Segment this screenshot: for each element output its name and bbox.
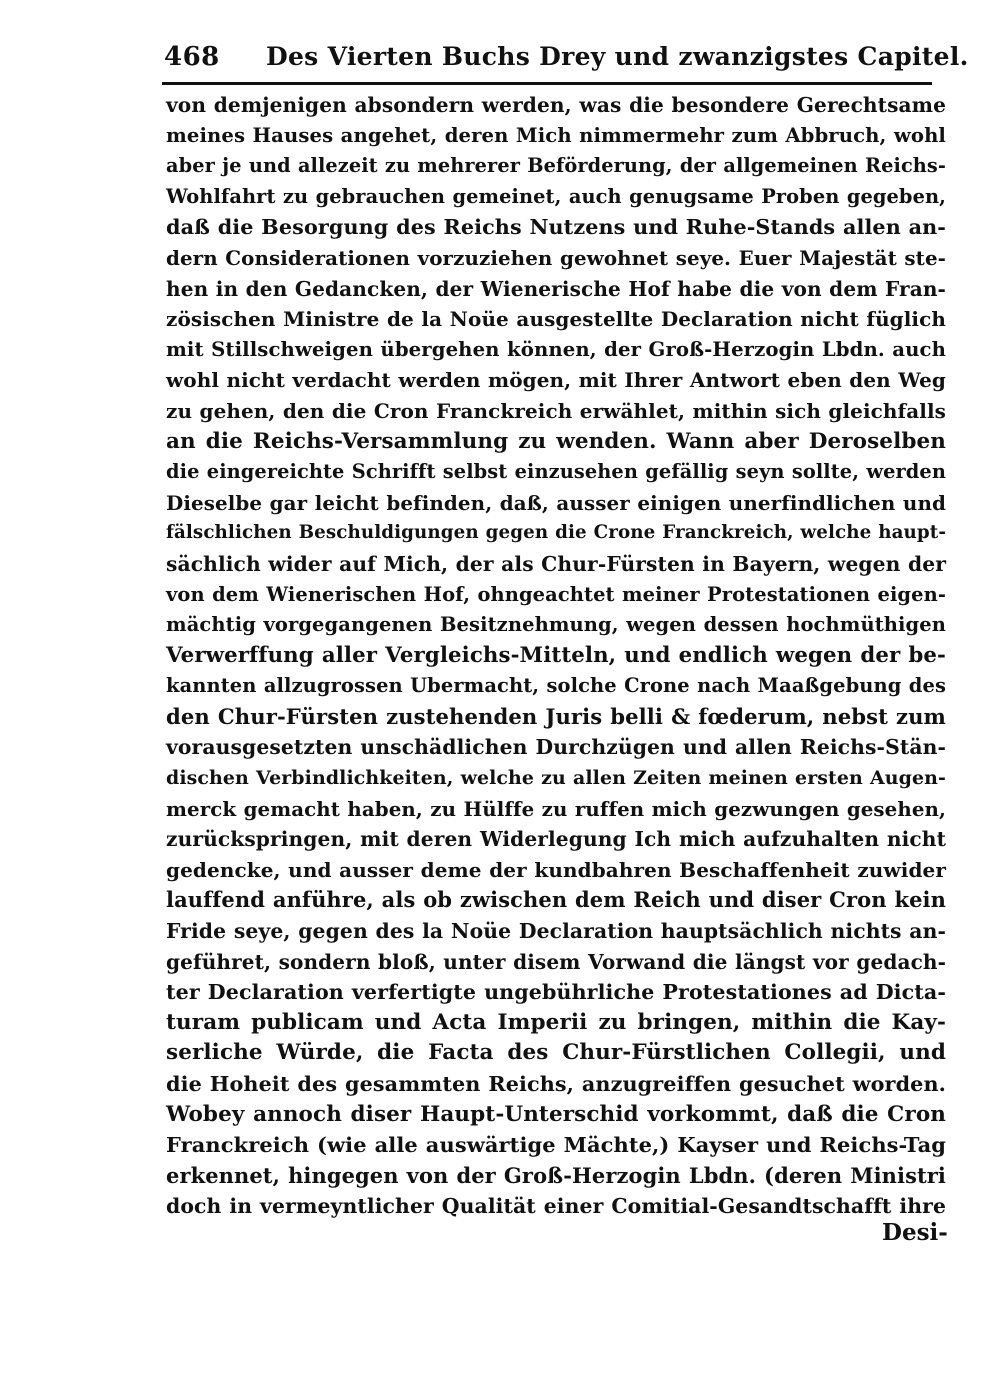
body-text <box>166 90 946 1222</box>
running-head: Des Vierten Buchs Drey und zwanzigstes Capitel. <box>266 42 969 71</box>
text-line: lauffend anführe, als ob zwischen dem Reich und diser Cron kein <box>166 887 946 913</box>
text-line: ter Declaration verfertigte ungebührliche Protestationes ad Dicta- <box>166 980 946 1005</box>
text-line: an die Reichs-Versammlung zu wenden. Wann aber Deroselben <box>166 428 946 454</box>
text-line: zösischen Ministre de la Noüe ausgestellte Declaration nicht füglich <box>166 307 946 332</box>
text-line: daß die Besorgung des Reichs Nutzens und Ruhe-Stands allen an- <box>166 215 946 240</box>
text-line: Wohlfahrt zu gebrauchen gemeinet, auch genugsame Proben gegeben, <box>166 184 946 208</box>
text-line: mächtig vorgegangenen Besitznehmung, wegen dessen hochmüthigen <box>166 613 946 637</box>
text-line: geführet, sondern bloß, unter disem Vorwand die längst vor gedach- <box>166 949 946 974</box>
text-line: merck gemacht haben, zu Hülffe zu ruffen mich gezwungen gesehen, <box>166 796 946 821</box>
text-line: Dieselbe gar leicht befinden, daß, ausser einigen unerfindlichen und <box>166 490 946 515</box>
text-line: zu gehen, den die Cron Franckreich erwählet, mithin sich gleichfalls <box>166 398 946 423</box>
text-line: Franckreich (wie alle auswärtige Mächte,) Kayser und Reichs-Tag <box>166 1132 946 1158</box>
page-header <box>158 40 969 84</box>
header-rule <box>162 82 932 85</box>
text-line: von demjenigen absondern werden, was die besondere Gerechtsame <box>166 93 946 117</box>
text-line: turam publicam und Acta Imperii zu bringen, mithin die Kay- <box>166 1009 946 1035</box>
text-line: die eingereichte Schrifft selbst einzusehen gefällig seyn sollte, werden <box>166 460 946 484</box>
text-line: vorausgesetzten unschädlichen Durchzügen und allen Reichs-Stän- <box>166 735 946 760</box>
text-line: erkennet, hingegen von der Groß-Herzogin Lbdn. (deren Ministri <box>166 1162 946 1188</box>
text-line: meines Hauses angehet, deren Mich nimmermehr zum Abbruch, wohl <box>166 123 946 147</box>
text-line: serliche Würde, die Facta des Chur-Fürstlichen Collegii, und <box>166 1040 946 1066</box>
text-line: hen in den Gedancken, der Wienerische Hof habe die von dem Fran- <box>166 276 946 301</box>
text-line: Fride seye, gegen des la Noüe Declaration hauptsächlich nichts an- <box>166 919 946 944</box>
text-line: dern Considerationen vorzuziehen gewohnet seye. Euer Majestät ste- <box>166 245 946 270</box>
text-line: Verwerffung aller Vergleichs-Mitteln, und endlich wegen der be- <box>166 642 946 668</box>
text-line: mit Stillschweigen übergehen können, der Groß-Herzogin Lbdn. auch <box>166 337 946 361</box>
text-line: von dem Wienerischen Hof, ohngeachtet meiner Protestationen eigen- <box>166 582 946 606</box>
page-number: 468 <box>164 42 220 72</box>
text-line: dischen Verbindlichkeiten, welche zu allen Zeiten meinen ersten Augen- <box>166 767 946 790</box>
text-line: kannten allzugrossen Ubermacht, solche Crone nach Maaßgebung des <box>166 674 946 698</box>
text-line: Wobey annoch diser Haupt-Unterschid vorkommt, daß die Cron <box>166 1101 946 1127</box>
text-line: wohl nicht verdacht werden mögen, mit Ihrer Antwort eben den Weg <box>166 368 946 393</box>
text-line: die Hoheit des gesammten Reichs, anzugreiffen gesuchet worden. <box>166 1072 946 1096</box>
text-line: doch in vermeyntlicher Qualität einer Comitial-Gesandtschafft ihre <box>166 1194 946 1219</box>
text-line: gedencke, und ausser deme der kundbahren Beschaffenheit zuwider <box>166 857 946 882</box>
text-line: fälschlichen Beschuldigungen gegen die Crone Franckreich, welche haupt- <box>166 522 946 544</box>
catchword: Desi- <box>882 1219 948 1246</box>
text-line: sächlich wider auf Mich, der als Chur-Fürsten in Bayern, wegen der <box>166 551 946 576</box>
text-line: den Chur-Fürsten zustehenden Juris belli & fœderum, nebst zum <box>166 703 946 729</box>
text-line: zurückspringen, mit deren Widerlegung Ich mich aufzuhalten nicht <box>166 827 946 852</box>
text-line: aber je und allezeit zu mehrerer Beförderung, der allgemeinen Reichs- <box>166 154 946 178</box>
